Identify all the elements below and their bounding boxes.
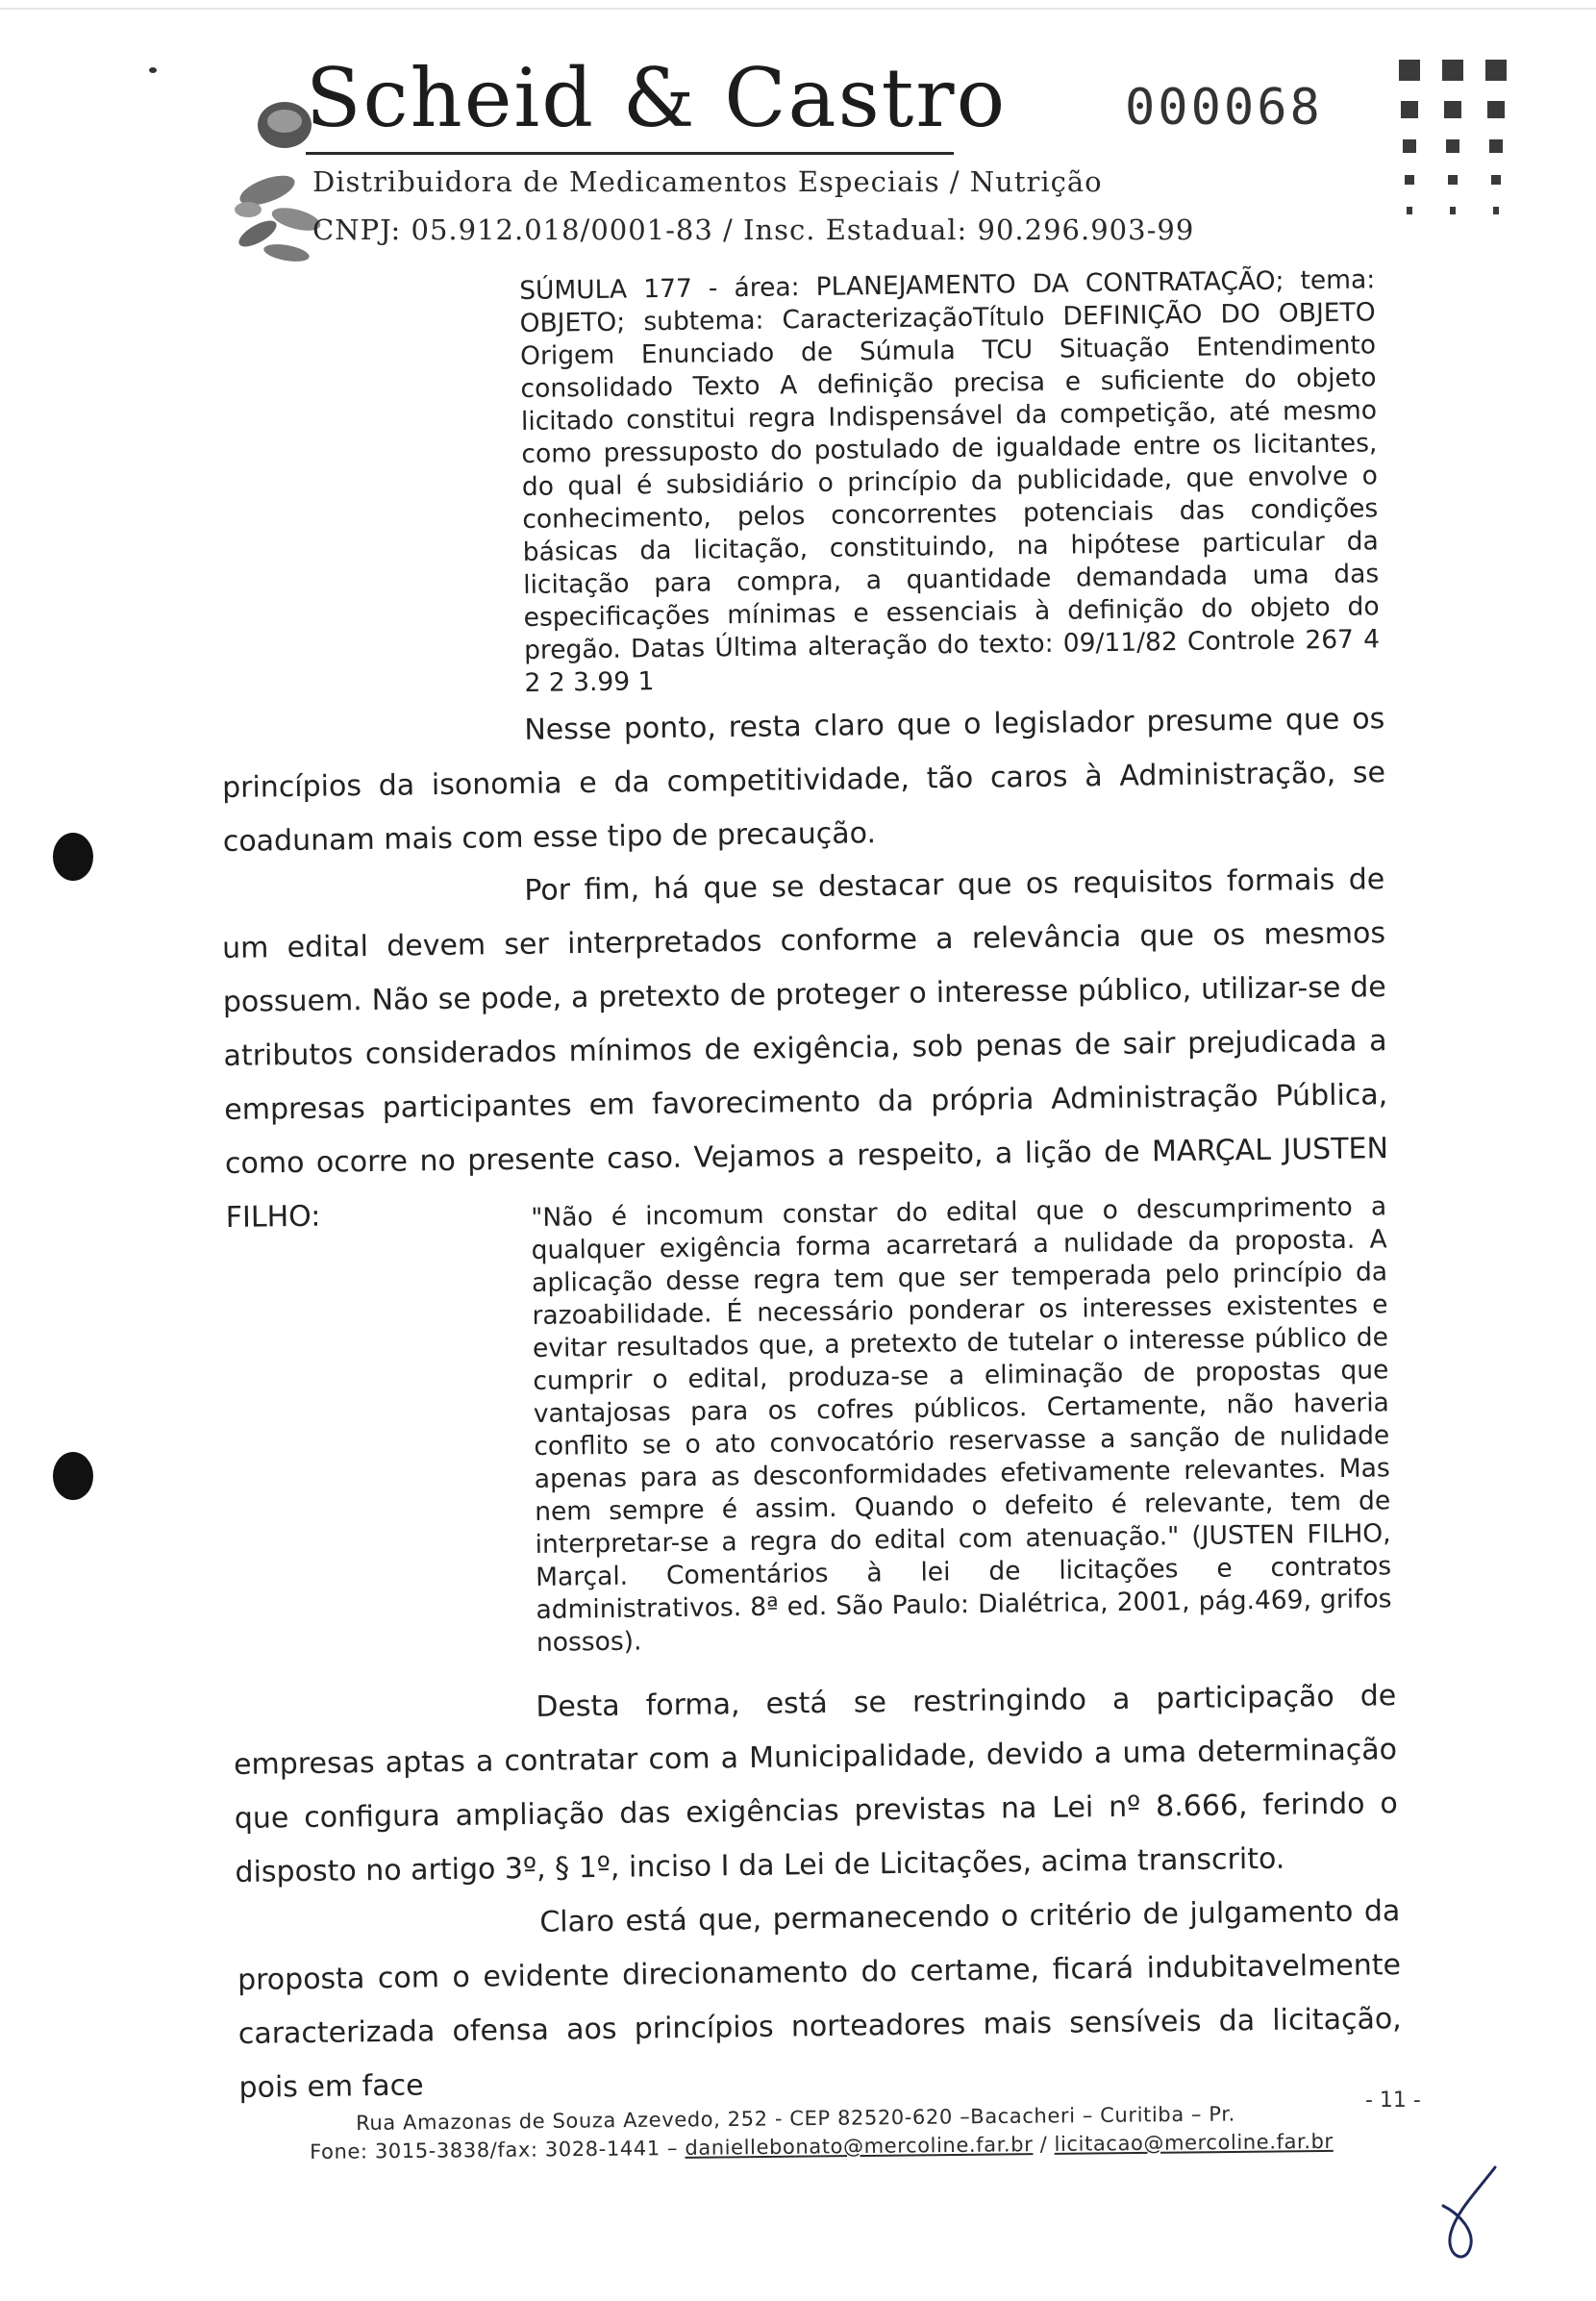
sumula-citation: SÚMULA 177 - área: PLANEJAMENTO DA CONTRATAÇÃO; tema: OBJETO; subtema: CaracterizaçãoTítulo DEFINIÇÃO DO OBJETO Origem Enunciado de Súmula TCU Situação Entendimento consolidado Texto A definição precisa e suficiente do objeto licitado constitui regra Indispensável da competição, até mesmo como pressuposto do postulado de igualdade entre os licitantes, do qual é subsidiário o princípio da publicidade, que envolve o conhecimento, pelos concorrentes potenciais das condições básicas da licitação, constituindo, na hipótese particular da licitação para compra, a quantidade demandada uma das especificações mínimas e essenciais à definição do objeto do pregão. Datas Última alteração do texto: 09/11/82 Controle 267 4 2 2 3.99 1 (519, 264, 1381, 698)
paragraph-requisitos (221, 853, 1389, 1245)
paragraph-restricao (233, 1669, 1399, 1900)
footer-address: Rua Amazonas de Souza Azevedo, 252 - CEP 82520-620 –Bacacheri – Curitiba – Pr. (356, 2102, 1235, 2135)
company-name: Scheid & Castro (306, 51, 1008, 145)
footer-email-link[interactable]: licitacao@mercoline.far.br (1054, 2129, 1334, 2156)
paragraph-text: Claro está que, permanecendo o critério de julgamento da proposta com o evidente direcionamento do certame, ficará indubitavelmente caracterizada ofensa aos princípios norteadores mais sensíveis da licitação, pois em face (237, 1894, 1402, 2105)
decorative-squares-icon (1399, 58, 1514, 231)
footer-separator: / (1033, 2132, 1055, 2157)
sheet-number-stamp: 000068 (1125, 79, 1323, 137)
paragraph-indent (237, 1932, 539, 1936)
page-number: - 11 - (1365, 2088, 1421, 2113)
punch-hole (53, 833, 93, 881)
paragraph-conclusao (237, 1885, 1403, 2115)
punch-hole (53, 1452, 93, 1500)
footer-contact (310, 2130, 1334, 2163)
letterhead-rule (306, 152, 954, 155)
paragraph-text: Nesse ponto, resta claro que o legislador presume que os princípios da isonomia e da competitividade, tão caros à Administração, se coadunam mais com esse tipo de precaução. (221, 702, 1386, 859)
paragraph-indent (221, 739, 524, 743)
paragraph-isonomia (221, 692, 1386, 869)
paragraph-indent (233, 1716, 536, 1720)
paragraph-indent (221, 900, 524, 904)
paragraph-text: Desta forma, está se restringindo a participação de empresas aptas a contratar com a Municipalidade, devido a uma determinação que configura ampliação das exigências previstas na Lei nº 8.666, ferindo o disposto no artigo 3º, § 1º, inciso I da Lei de Licitações, acima transcrito. (233, 1679, 1398, 1889)
footer-phone: Fone: 3015-3838/fax: 3028-1441 – (310, 2136, 686, 2163)
paragraph-text: Por fim, há que se destacar que os requisitos formais de um edital devem ser interpretados conforme a relevância que os mesmos possuem. Não se pode, a pretexto de proteger o interesse público, utilizar-se de atributos considerados mínimos de exigência, sob penas de sair prejudicada a empresas participantes em favorecimento da própria Administração Pública, como ocorre no presente caso. Vejamos a respeito, a lição de MARÇAL JUSTEN FILHO: (221, 863, 1389, 1235)
company-subtitle: Distribuidora de Medicamentos Especiais / Nutrição (312, 165, 1103, 198)
scan-speck (149, 67, 157, 73)
handwritten-initial-icon (1437, 2163, 1505, 2269)
block-quote: "Não é incomum constar do edital que o descumprimento a qualquer exigência forma acarretará a nulidade da proposta. A aplicação desse regra tem que ser temperada pelo princípio da razoabilidade. É necessário ponderar os interesses existentes e evitar resultados que, a pretexto de tutelar o interesse público de cumprir o edital, produza-se a eliminação de propostas que vantajosas para os cofres públicos. Certamente, não haveria conflito se o ato convocatório reservasse a sanção de nulidade apenas para as desconformidades efetivamente relevantes. Mas nem sempre é assim. Quando o defeito é relevante, tem de interpretar-se a regra do edital com atenuação." (JUSTEN FILHO, Marçal. Comentários à lei de licitações e contratos administrativos. 8ª ed. São Paulo: Dialétrica, 2001, pág.469, grifos nossos). (531, 1191, 1392, 1658)
scan-edge (0, 8, 1596, 10)
footer-email-link[interactable]: daniellebonato@mercoline.far.br (685, 2133, 1034, 2160)
company-registration: CNPJ: 05.912.018/0001-83 / Insc. Estadual: 90.296.903-99 (312, 213, 1195, 246)
